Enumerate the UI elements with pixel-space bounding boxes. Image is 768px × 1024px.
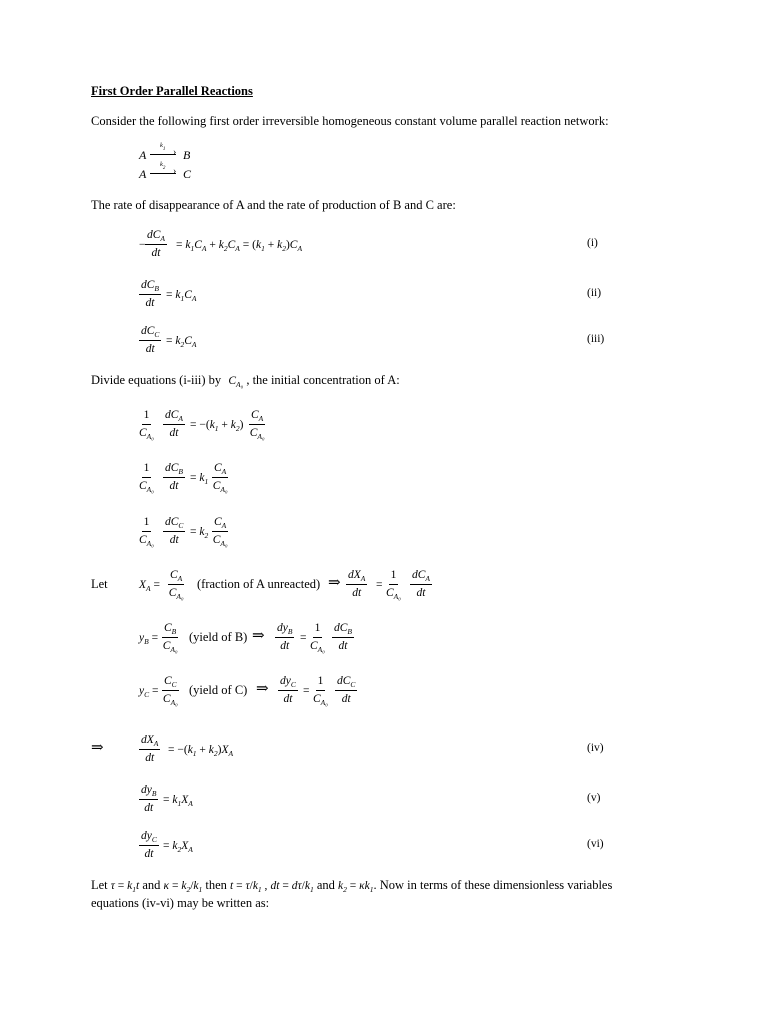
equals-sign: = — [300, 632, 307, 644]
fraction-CA-over-CA0: $\frac{C_A}{C_{A_0}}$ — [212, 516, 228, 548]
final-then: then — [205, 878, 227, 892]
rhs-coefficient: = $k_2$ — [190, 526, 209, 540]
equation-label-i: (i) — [587, 237, 598, 249]
reaction-1-rate-constant: $k_1$ — [160, 142, 166, 152]
fraction-dyC-dt: $dy_C$ dt — [280, 675, 296, 705]
fraction-dCB-dt: $dC_B$ dt — [334, 622, 353, 652]
fraction-dCB-dt: $dC_B$ dt — [165, 462, 184, 492]
fraction-one-over-CA0: $\frac{1}{C_{A_0}}$ — [139, 462, 154, 494]
reaction-1-reactant: A — [139, 148, 147, 162]
equation-v-rhs: = $k_1X_A$ — [163, 794, 193, 808]
XA-symbol: $X_A$ = — [139, 579, 160, 593]
implies-symbol: ⇒ — [328, 575, 341, 591]
divide-text-start: Divide equations (i-iii) by — [91, 373, 222, 387]
final-continuation: . Now in terms of these dimensionless variables — [373, 878, 613, 892]
fraction-dCC-dt: $dC_C$ dt — [165, 516, 184, 546]
reaction-2-arrow-head: › — [173, 166, 177, 177]
fraction-one-over-CA0: $\frac{1}{C_{A_0}}$ — [139, 409, 154, 441]
yield-B-text: (yield of B) — [189, 630, 248, 644]
fraction-CA-over-CA0: $\frac{C_A}{C_{A_0}}$ — [168, 569, 184, 601]
fraction-dyB-dt: $dy_B$ dt — [141, 784, 157, 814]
intro-paragraph: Consider the following first order irreversible homogeneous constant volume parallel reaction network: — [91, 114, 609, 128]
equation-iii-rhs: = $k_2C_A$ — [166, 335, 197, 349]
fraction-one-over-CA0: $\frac{1}{C_{A_0}}$ — [313, 675, 328, 707]
fraction-dyC-dt: $dy_C$ dt — [141, 830, 157, 860]
equals-sign: = — [303, 685, 310, 697]
equation-iv-rhs: = $-(k_1 + k_2)X_A$ — [168, 744, 234, 758]
reaction-2-reactant: A — [139, 167, 147, 181]
yB-symbol: $y_B$ = — [139, 632, 159, 646]
fraction-CA-over-CA0: $\frac{C_A}{C_{A_0}}$ — [249, 409, 265, 441]
fraction-dCA-dt: $dC_A$ dt — [412, 569, 431, 599]
reaction-2-rate-constant: $k_2$ — [160, 161, 166, 171]
equals-sign: = — [376, 579, 383, 591]
fraction-one-over-CA0: $\frac{1}{C_{A_0}}$ — [310, 622, 325, 654]
equation-i-rhs: = $k_1C_A + k_2C_A = (k_1 + k_2)C_A$ — [176, 239, 303, 253]
fraction-unreacted-text: (fraction of A unreacted) — [197, 577, 321, 591]
fraction-dCB-dt: $dC_B$ dt — [141, 279, 160, 309]
fraction-dCC-dt: $dC_C$ dt — [337, 675, 356, 705]
fraction-dyB-dt: $dy_B$ dt — [277, 622, 293, 652]
yield-C-text: (yield of C) — [189, 683, 248, 697]
reaction-2-product: C — [183, 167, 192, 181]
tau-definition: $\tau = k_1t$ — [110, 880, 140, 894]
equation-label-iv: (iv) — [587, 742, 604, 754]
divide-text-end: , the initial concentration of A: — [246, 373, 400, 387]
fraction-CB-over-CA0: $\frac{C_B}{C_{A_0}}$ — [162, 622, 178, 654]
final-and-1: and — [142, 878, 161, 892]
t-definition: $t = \tau/k_1$ , — [230, 880, 268, 894]
fraction-dXA-dt: $dX_A$ dt — [348, 569, 366, 599]
divide-paragraph — [91, 373, 400, 388]
final-paragraph-line-2: equations (iv-vi) may be written as: — [91, 896, 270, 910]
reaction-1-product: B — [183, 148, 191, 162]
kappa-definition: $\kappa = k_2/k_1$ — [163, 880, 203, 894]
page-title: First Order Parallel Reactions — [91, 84, 253, 98]
minus-sign: − — [139, 239, 146, 251]
fraction-dCA-dt: $dC_A$ dt — [147, 229, 166, 259]
final-let: Let — [91, 878, 108, 892]
equation-vi-rhs: = $k_2X_A$ — [163, 840, 193, 854]
final-paragraph-line-1 — [91, 878, 612, 893]
equation-label-vi: (vi) — [587, 838, 604, 850]
dt-definition: dt = $d\tau/k_1$ — [270, 880, 314, 894]
initial-concentration-symbol: $C_{A_0}$ — [228, 375, 244, 389]
fraction-dXA-dt: $dX_A$ dt — [141, 734, 159, 764]
final-and-2: and — [316, 878, 335, 892]
fraction-CA-over-CA0: $\frac{C_A}{C_{A_0}}$ — [212, 462, 228, 494]
yC-symbol: $y_C$ = — [139, 685, 159, 699]
fraction-one-over-CA0: $\frac{1}{C_{A_0}}$ — [386, 569, 401, 601]
equation-label-iii: (iii) — [587, 333, 605, 345]
implies-symbol: ⇒ — [91, 740, 104, 756]
equation-ii-rhs: = $k_1C_A$ — [166, 289, 197, 303]
equation-label-ii: (ii) — [587, 287, 602, 299]
reaction-1-arrow-head: › — [173, 147, 177, 158]
rhs-coefficient: = $k_1$ — [190, 472, 209, 486]
k2-definition: $k_2 = \kappa k_1$ — [338, 880, 374, 894]
fraction-dCA-dt: $dC_A$ dt — [165, 409, 184, 439]
fraction-one-over-CA0: $\frac{1}{C_{A_0}}$ — [139, 516, 154, 548]
fraction-dCC-dt: $dC_C$ dt — [141, 325, 160, 355]
implies-symbol: ⇒ — [252, 628, 265, 644]
fraction-CC-over-CA0: $\frac{C_C}{C_{A_0}}$ — [162, 675, 178, 707]
equation-label-v: (v) — [587, 792, 601, 804]
rhs-coefficient: = $-(k_1 + k_2)$ — [190, 419, 244, 433]
implies-symbol: ⇒ — [256, 681, 269, 697]
let-label: Let — [91, 577, 108, 591]
rates-intro-paragraph: The rate of disappearance of A and the rate of production of B and C are: — [91, 198, 456, 212]
